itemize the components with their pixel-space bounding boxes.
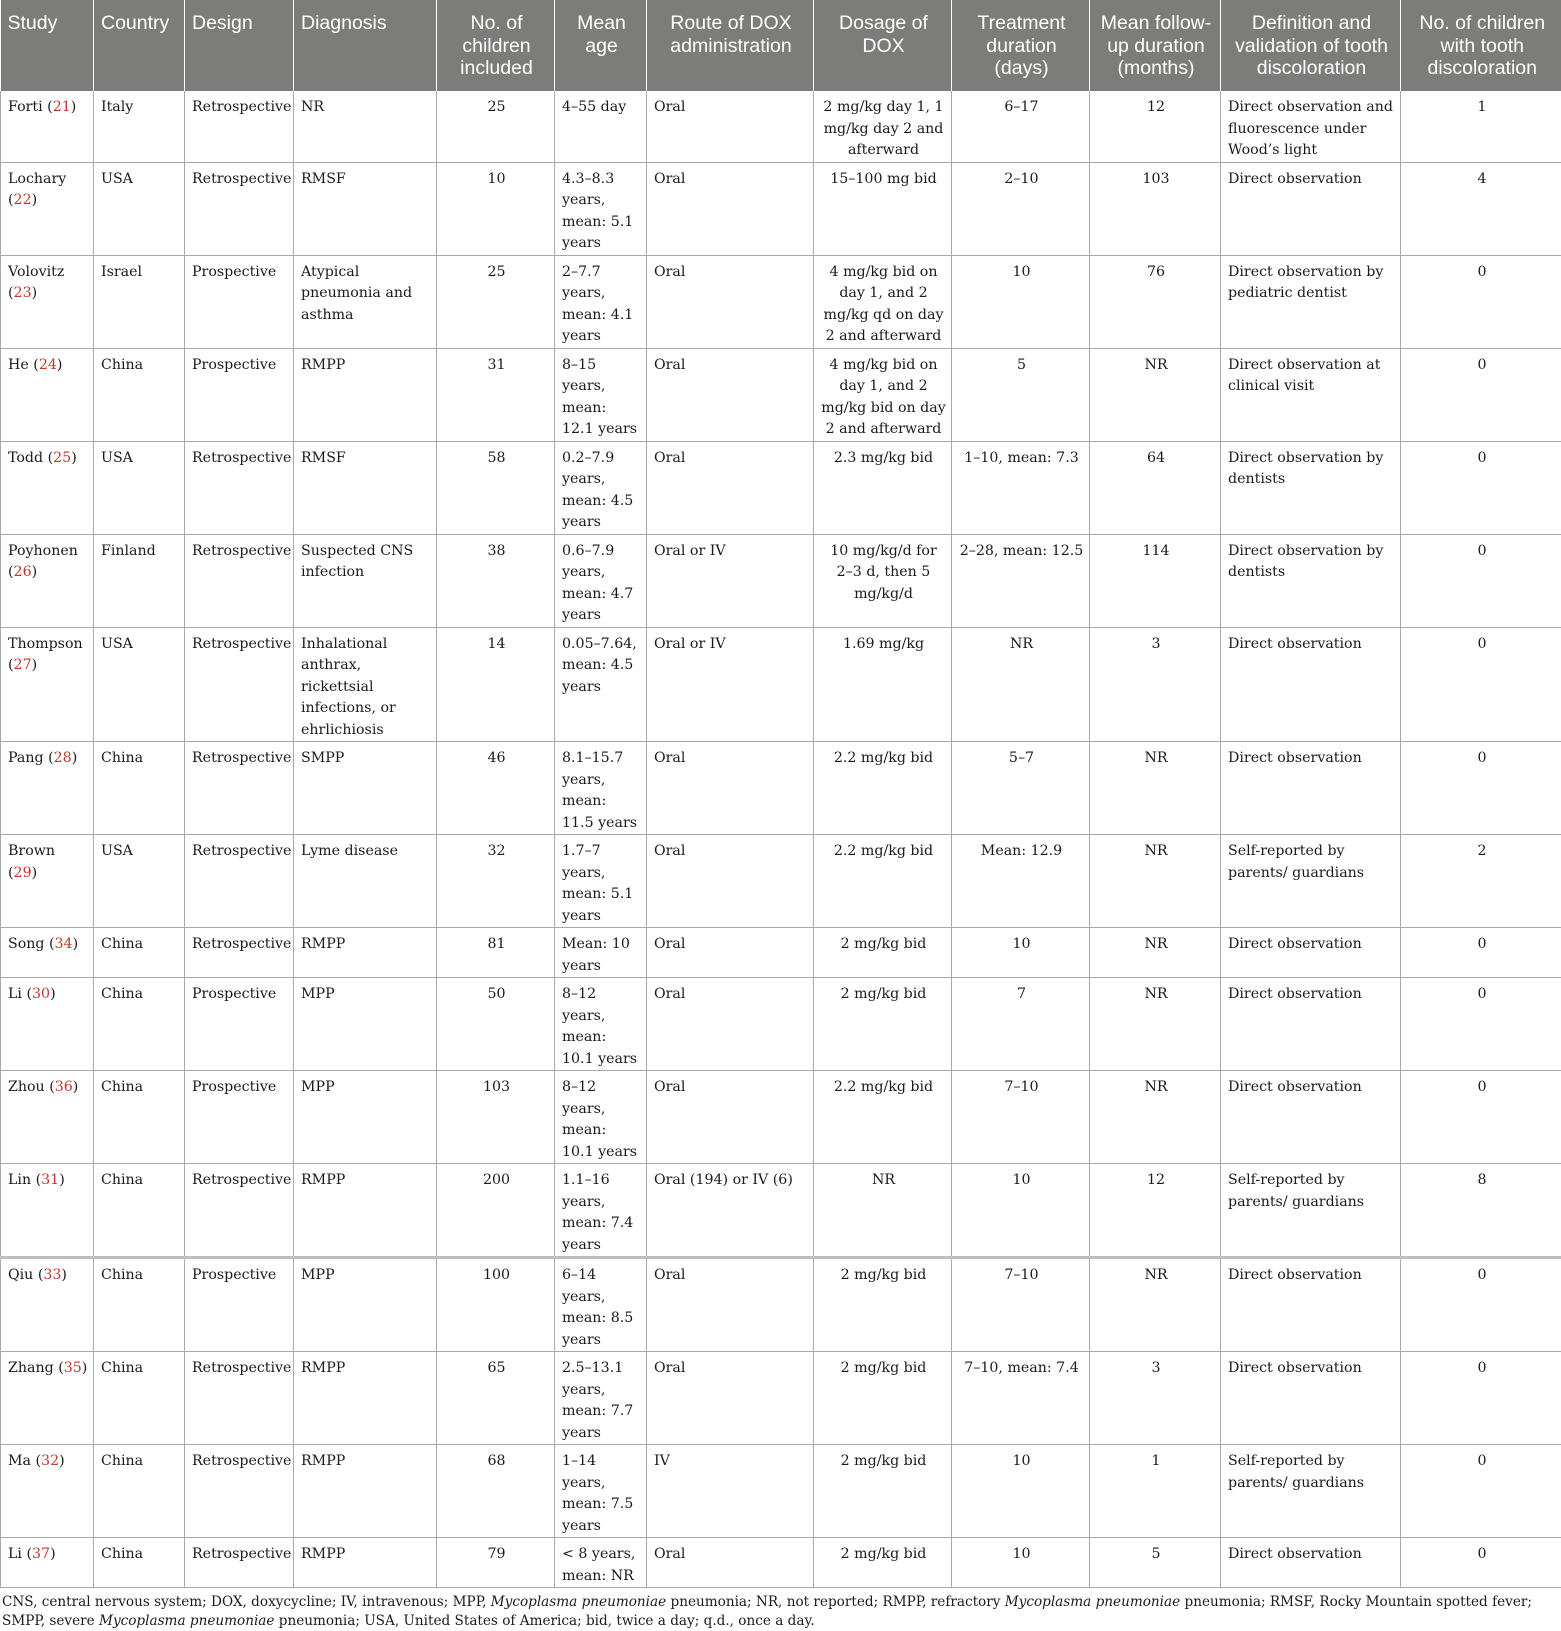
cell-diagnosis: NR bbox=[294, 91, 437, 162]
footnote-italic: Mycoplasma pneumoniae bbox=[491, 1594, 666, 1610]
cell-study: Brown (29) bbox=[1, 835, 94, 928]
cell-country: USA bbox=[94, 162, 185, 255]
cell-treatment-duration: 2–28, mean: 12.5 bbox=[952, 534, 1090, 627]
cell-design: Retrospective bbox=[185, 928, 294, 978]
header-dosage: Dosage of DOX bbox=[814, 0, 952, 91]
reference-link[interactable]: 25 bbox=[53, 450, 71, 466]
header-diagnosis: Diagnosis bbox=[294, 0, 437, 91]
cell-country: China bbox=[94, 978, 185, 1071]
cell-study: Thompson (27) bbox=[1, 627, 94, 742]
header-study: Study bbox=[1, 0, 94, 91]
cell-followup-duration: NR bbox=[1090, 348, 1221, 441]
cell-mean-age: 0.2–7.9 years, mean: 4.5 years bbox=[555, 441, 647, 534]
cell-definition: Direct observation bbox=[1221, 978, 1401, 1071]
header-design: Design bbox=[185, 0, 294, 91]
footnote-italic: Mycoplasma pneumoniae bbox=[99, 1613, 274, 1629]
cell-definition: Direct observation bbox=[1221, 1352, 1401, 1445]
study-author: Song bbox=[8, 936, 44, 952]
table-row bbox=[1, 1445, 1561, 1538]
table-row bbox=[1, 91, 1561, 162]
cell-country: China bbox=[94, 1258, 185, 1352]
cell-tooth-discoloration: 0 bbox=[1401, 1538, 1561, 1588]
cell-followup-duration: NR bbox=[1090, 742, 1221, 835]
cell-tooth-discoloration: 0 bbox=[1401, 928, 1561, 978]
cell-design: Prospective bbox=[185, 1258, 294, 1352]
cell-diagnosis: Suspected CNS infection bbox=[294, 534, 437, 627]
table-row bbox=[1, 928, 1561, 978]
cell-diagnosis: RMPP bbox=[294, 1538, 437, 1588]
study-author: Todd bbox=[8, 450, 43, 466]
table-row bbox=[1, 835, 1561, 928]
reference-link[interactable]: 37 bbox=[32, 1546, 50, 1562]
cell-route: Oral bbox=[647, 255, 814, 348]
table-row bbox=[1, 348, 1561, 441]
cell-route: Oral bbox=[647, 1258, 814, 1352]
cell-children-included: 100 bbox=[437, 1258, 555, 1352]
cell-study: Zhou (36) bbox=[1, 1071, 94, 1164]
reference-link[interactable]: 29 bbox=[14, 865, 32, 881]
cell-study: Zhang (35) bbox=[1, 1352, 94, 1445]
study-author: Volovitz bbox=[8, 264, 64, 280]
cell-design: Prospective bbox=[185, 255, 294, 348]
cell-route: Oral bbox=[647, 1538, 814, 1588]
cell-diagnosis: RMSF bbox=[294, 162, 437, 255]
header-children-included: No. of children included bbox=[437, 0, 555, 91]
footnote-text: CNS, central nervous system; DOX, doxycycline; IV, intravenous; MPP, bbox=[2, 1594, 491, 1610]
cell-diagnosis: RMPP bbox=[294, 348, 437, 441]
cell-design: Retrospective bbox=[185, 742, 294, 835]
reference-link[interactable]: 32 bbox=[41, 1453, 59, 1469]
cell-mean-age: 4.3–8.3 years, mean: 5.1 years bbox=[555, 162, 647, 255]
cell-tooth-discoloration: 0 bbox=[1401, 534, 1561, 627]
cell-followup-duration: 12 bbox=[1090, 91, 1221, 162]
cell-treatment-duration: 10 bbox=[952, 1164, 1090, 1258]
cell-study: Li (30) bbox=[1, 978, 94, 1071]
cell-route: Oral or IV bbox=[647, 627, 814, 742]
reference-link[interactable]: 21 bbox=[53, 99, 71, 115]
reference-link[interactable]: 23 bbox=[14, 285, 32, 301]
cell-followup-duration: NR bbox=[1090, 978, 1221, 1071]
cell-followup-duration: 1 bbox=[1090, 1445, 1221, 1538]
reference-link[interactable]: 35 bbox=[64, 1360, 82, 1376]
cell-treatment-duration: Mean: 12.9 bbox=[952, 835, 1090, 928]
table-footnote bbox=[0, 1588, 1561, 1631]
table-row bbox=[1, 162, 1561, 255]
cell-dosage: NR bbox=[814, 1164, 952, 1258]
cell-children-included: 79 bbox=[437, 1538, 555, 1588]
cell-treatment-duration: 5 bbox=[952, 348, 1090, 441]
cell-definition: Direct observation bbox=[1221, 928, 1401, 978]
cell-country: China bbox=[94, 742, 185, 835]
cell-country: China bbox=[94, 928, 185, 978]
cell-mean-age: 4–55 day bbox=[555, 91, 647, 162]
cell-country: China bbox=[94, 1164, 185, 1258]
table-row bbox=[1, 1164, 1561, 1258]
cell-country: China bbox=[94, 348, 185, 441]
cell-dosage: 2 mg/kg bid bbox=[814, 1538, 952, 1588]
cell-study: Todd (25) bbox=[1, 441, 94, 534]
cell-definition: Direct observation by dentists bbox=[1221, 534, 1401, 627]
study-author: Lochary bbox=[8, 171, 66, 187]
cell-country: China bbox=[94, 1352, 185, 1445]
cell-treatment-duration: 10 bbox=[952, 928, 1090, 978]
header-followup-duration: Mean follow-up duration (months) bbox=[1090, 0, 1221, 91]
cell-tooth-discoloration: 0 bbox=[1401, 1258, 1561, 1352]
cell-children-included: 50 bbox=[437, 978, 555, 1071]
cell-route: Oral bbox=[647, 978, 814, 1071]
cell-treatment-duration: 7–10 bbox=[952, 1071, 1090, 1164]
cell-followup-duration: 3 bbox=[1090, 627, 1221, 742]
cell-mean-age: < 8 years, mean: NR bbox=[555, 1538, 647, 1588]
reference-link[interactable]: 30 bbox=[32, 986, 50, 1002]
cell-diagnosis: RMPP bbox=[294, 1445, 437, 1538]
cell-followup-duration: NR bbox=[1090, 1071, 1221, 1164]
cell-definition: Direct observation bbox=[1221, 627, 1401, 742]
cell-country: China bbox=[94, 1445, 185, 1538]
cell-tooth-discoloration: 0 bbox=[1401, 255, 1561, 348]
study-author: Poyhonen bbox=[8, 543, 78, 559]
cell-diagnosis: Inhalational anthrax, rickettsial infections, or ehrlichiosis bbox=[294, 627, 437, 742]
cell-mean-age: 0.6–7.9 years, mean: 4.7 years bbox=[555, 534, 647, 627]
cell-route: Oral bbox=[647, 928, 814, 978]
cell-children-included: 81 bbox=[437, 928, 555, 978]
cell-tooth-discoloration: 0 bbox=[1401, 441, 1561, 534]
cell-followup-duration: NR bbox=[1090, 928, 1221, 978]
table-row bbox=[1, 1071, 1561, 1164]
study-author: Li bbox=[8, 1546, 22, 1562]
cell-followup-duration: 12 bbox=[1090, 1164, 1221, 1258]
cell-diagnosis: RMPP bbox=[294, 1164, 437, 1258]
footnote-text: pneumonia; RMSF, Rocky Mountain spotted fever; SMPP, severe bbox=[2, 1594, 1532, 1629]
cell-diagnosis: SMPP bbox=[294, 742, 437, 835]
cell-followup-duration: 114 bbox=[1090, 534, 1221, 627]
study-author: Pang bbox=[8, 750, 44, 766]
cell-dosage: 2 mg/kg bid bbox=[814, 1352, 952, 1445]
cell-study: Song (34) bbox=[1, 928, 94, 978]
cell-treatment-duration: 2–10 bbox=[952, 162, 1090, 255]
cell-design: Prospective bbox=[185, 1071, 294, 1164]
cell-tooth-discoloration: 1 bbox=[1401, 91, 1561, 162]
cell-followup-duration: 5 bbox=[1090, 1538, 1221, 1588]
cell-country: USA bbox=[94, 835, 185, 928]
cell-children-included: 65 bbox=[437, 1352, 555, 1445]
reference-link[interactable]: 24 bbox=[39, 357, 57, 373]
study-author: Li bbox=[8, 986, 22, 1002]
cell-route: Oral bbox=[647, 1071, 814, 1164]
cell-diagnosis: Lyme disease bbox=[294, 835, 437, 928]
reference-link[interactable]: 27 bbox=[14, 657, 32, 673]
cell-treatment-duration: 10 bbox=[952, 1445, 1090, 1538]
cell-children-included: 10 bbox=[437, 162, 555, 255]
cell-children-included: 103 bbox=[437, 1071, 555, 1164]
cell-children-included: 38 bbox=[437, 534, 555, 627]
cell-treatment-duration: 7 bbox=[952, 978, 1090, 1071]
cell-route: Oral bbox=[647, 742, 814, 835]
cell-design: Retrospective bbox=[185, 91, 294, 162]
table-row bbox=[1, 255, 1561, 348]
cell-definition: Direct observation bbox=[1221, 1538, 1401, 1588]
header-route: Route of DOX administration bbox=[647, 0, 814, 91]
cell-route: Oral bbox=[647, 441, 814, 534]
cell-mean-age: Mean: 10 years bbox=[555, 928, 647, 978]
cell-dosage: 2 mg/kg bid bbox=[814, 1258, 952, 1352]
cell-route: Oral or IV bbox=[647, 534, 814, 627]
cell-followup-duration: 103 bbox=[1090, 162, 1221, 255]
cell-treatment-duration: 1–10, mean: 7.3 bbox=[952, 441, 1090, 534]
cell-study: Forti (21) bbox=[1, 91, 94, 162]
cell-definition: Direct observation by dentists bbox=[1221, 441, 1401, 534]
study-author: Brown bbox=[8, 843, 55, 859]
table-header bbox=[1, 0, 1561, 91]
study-author: Qiu bbox=[8, 1267, 33, 1283]
cell-tooth-discoloration: 0 bbox=[1401, 348, 1561, 441]
cell-study: Lin (31) bbox=[1, 1164, 94, 1258]
cell-tooth-discoloration: 2 bbox=[1401, 835, 1561, 928]
study-author: Forti bbox=[8, 99, 43, 115]
cell-dosage: 10 mg/kg/d for 2–3 d, then 5 mg/kg/d bbox=[814, 534, 952, 627]
cell-treatment-duration: 6–17 bbox=[952, 91, 1090, 162]
cell-diagnosis: RMPP bbox=[294, 928, 437, 978]
cell-study: Poyhonen (26) bbox=[1, 534, 94, 627]
cell-route: Oral bbox=[647, 91, 814, 162]
cell-diagnosis: MPP bbox=[294, 1071, 437, 1164]
cell-treatment-duration: 7–10 bbox=[952, 1258, 1090, 1352]
cell-tooth-discoloration: 0 bbox=[1401, 978, 1561, 1071]
cell-followup-duration: 76 bbox=[1090, 255, 1221, 348]
cell-route: Oral bbox=[647, 835, 814, 928]
cell-mean-age: 6–14 years, mean: 8.5 years bbox=[555, 1258, 647, 1352]
cell-tooth-discoloration: 0 bbox=[1401, 1352, 1561, 1445]
header-row bbox=[1, 0, 1561, 91]
cell-mean-age: 8–15 years, mean: 12.1 years bbox=[555, 348, 647, 441]
cell-route: IV bbox=[647, 1445, 814, 1538]
reference-link[interactable]: 28 bbox=[54, 750, 72, 766]
footnote-text: pneumonia; NR, not reported; RMPP, refractory bbox=[666, 1594, 1005, 1610]
cell-followup-duration: NR bbox=[1090, 1258, 1221, 1352]
cell-study: Pang (28) bbox=[1, 742, 94, 835]
table-row bbox=[1, 627, 1561, 742]
cell-country: Finland bbox=[94, 534, 185, 627]
cell-design: Retrospective bbox=[185, 627, 294, 742]
cell-tooth-discoloration: 4 bbox=[1401, 162, 1561, 255]
table-body bbox=[1, 91, 1561, 1588]
cell-design: Retrospective bbox=[185, 162, 294, 255]
cell-mean-age: 2–7.7 years, mean: 4.1 years bbox=[555, 255, 647, 348]
header-mean-age: Mean age bbox=[555, 0, 647, 91]
cell-study: Ma (32) bbox=[1, 1445, 94, 1538]
cell-design: Retrospective bbox=[185, 534, 294, 627]
cell-dosage: 15–100 mg bid bbox=[814, 162, 952, 255]
cell-mean-age: 8–12 years, mean: 10.1 years bbox=[555, 978, 647, 1071]
cell-country: USA bbox=[94, 441, 185, 534]
cell-route: Oral bbox=[647, 1352, 814, 1445]
cell-children-included: 14 bbox=[437, 627, 555, 742]
cell-mean-age: 1.7–7 years, mean: 5.1 years bbox=[555, 835, 647, 928]
cell-country: USA bbox=[94, 627, 185, 742]
study-author: Zhou bbox=[8, 1079, 45, 1095]
study-author: Lin bbox=[8, 1172, 31, 1188]
cell-design: Retrospective bbox=[185, 1164, 294, 1258]
study-author: Thompson bbox=[8, 636, 83, 652]
cell-tooth-discoloration: 0 bbox=[1401, 627, 1561, 742]
cell-diagnosis: RMSF bbox=[294, 441, 437, 534]
cell-dosage: 2.2 mg/kg bid bbox=[814, 742, 952, 835]
cell-mean-age: 2.5–13.1 years, mean: 7.7 years bbox=[555, 1352, 647, 1445]
cell-children-included: 200 bbox=[437, 1164, 555, 1258]
cell-followup-duration: NR bbox=[1090, 835, 1221, 928]
cell-design: Retrospective bbox=[185, 1538, 294, 1588]
cell-tooth-discoloration: 0 bbox=[1401, 1071, 1561, 1164]
cell-country: China bbox=[94, 1071, 185, 1164]
cell-study: Volovitz (23) bbox=[1, 255, 94, 348]
cell-study: Lochary (22) bbox=[1, 162, 94, 255]
cell-route: Oral bbox=[647, 162, 814, 255]
cell-tooth-discoloration: 0 bbox=[1401, 1445, 1561, 1538]
cell-mean-age: 1–14 years, mean: 7.5 years bbox=[555, 1445, 647, 1538]
cell-dosage: 2.2 mg/kg bid bbox=[814, 1071, 952, 1164]
reference-link[interactable]: 33 bbox=[43, 1267, 61, 1283]
cell-definition: Direct observation bbox=[1221, 1258, 1401, 1352]
cell-children-included: 32 bbox=[437, 835, 555, 928]
table-row bbox=[1, 742, 1561, 835]
cell-dosage: 2 mg/kg bid bbox=[814, 928, 952, 978]
table-row bbox=[1, 534, 1561, 627]
table-row bbox=[1, 1258, 1561, 1352]
cell-mean-age: 8.1–15.7 years, mean: 11.5 years bbox=[555, 742, 647, 835]
cell-study: He (24) bbox=[1, 348, 94, 441]
cell-treatment-duration: 5–7 bbox=[952, 742, 1090, 835]
cell-definition: Self-reported by parents/ guardians bbox=[1221, 1164, 1401, 1258]
cell-dosage: 2 mg/kg day 1, 1 mg/kg day 2 and afterward bbox=[814, 91, 952, 162]
cell-design: Retrospective bbox=[185, 835, 294, 928]
cell-mean-age: 1.1–16 years, mean: 7.4 years bbox=[555, 1164, 647, 1258]
cell-route: Oral (194) or IV (6) bbox=[647, 1164, 814, 1258]
cell-treatment-duration: NR bbox=[952, 627, 1090, 742]
cell-definition: Self-reported by parents/ guardians bbox=[1221, 835, 1401, 928]
reference-link[interactable]: 36 bbox=[55, 1079, 73, 1095]
cell-design: Retrospective bbox=[185, 1445, 294, 1538]
cell-diagnosis: RMPP bbox=[294, 1352, 437, 1445]
table-row bbox=[1, 1352, 1561, 1445]
cell-definition: Direct observation bbox=[1221, 1071, 1401, 1164]
cell-diagnosis: MPP bbox=[294, 978, 437, 1071]
cell-followup-duration: 64 bbox=[1090, 441, 1221, 534]
cell-dosage: 2.2 mg/kg bid bbox=[814, 835, 952, 928]
cell-treatment-duration: 10 bbox=[952, 255, 1090, 348]
cell-dosage: 4 mg/kg bid on day 1, and 2 mg/kg bid on day 2 and afterward bbox=[814, 348, 952, 441]
cell-treatment-duration: 10 bbox=[952, 1538, 1090, 1588]
cell-children-included: 31 bbox=[437, 348, 555, 441]
cell-definition: Direct observation at clinical visit bbox=[1221, 348, 1401, 441]
cell-dosage: 2 mg/kg bid bbox=[814, 1445, 952, 1538]
study-author: Ma bbox=[8, 1453, 31, 1469]
cell-children-included: 25 bbox=[437, 91, 555, 162]
reference-link[interactable]: 31 bbox=[41, 1172, 59, 1188]
cell-country: Israel bbox=[94, 255, 185, 348]
cell-definition: Direct observation and fluorescence under Wood’s light bbox=[1221, 91, 1401, 162]
cell-treatment-duration: 7–10, mean: 7.4 bbox=[952, 1352, 1090, 1445]
cell-design: Prospective bbox=[185, 978, 294, 1071]
cell-dosage: 1.69 mg/kg bbox=[814, 627, 952, 742]
cell-design: Prospective bbox=[185, 348, 294, 441]
cell-study: Li (37) bbox=[1, 1538, 94, 1588]
cell-definition: Self-reported by parents/ guardians bbox=[1221, 1445, 1401, 1538]
cell-dosage: 4 mg/kg bid on day 1, and 2 mg/kg qd on day 2 and afterward bbox=[814, 255, 952, 348]
cell-tooth-discoloration: 8 bbox=[1401, 1164, 1561, 1258]
reference-link[interactable]: 26 bbox=[14, 564, 32, 580]
cell-mean-age: 0.05–7.64, mean: 4.5 years bbox=[555, 627, 647, 742]
cell-design: Retrospective bbox=[185, 1352, 294, 1445]
header-tooth-discoloration: No. of children with tooth discoloration bbox=[1401, 0, 1561, 91]
header-definition: Definition and validation of tooth discoloration bbox=[1221, 0, 1401, 91]
header-treatment-duration: Treatment duration (days) bbox=[952, 0, 1090, 91]
table-row bbox=[1, 978, 1561, 1071]
cell-study: Qiu (33) bbox=[1, 1258, 94, 1352]
cell-definition: Direct observation bbox=[1221, 742, 1401, 835]
cell-children-included: 46 bbox=[437, 742, 555, 835]
cell-dosage: 2 mg/kg bid bbox=[814, 978, 952, 1071]
cell-children-included: 68 bbox=[437, 1445, 555, 1538]
study-author: He bbox=[8, 357, 29, 373]
footnote-italic: Mycoplasma pneumoniae bbox=[1005, 1594, 1180, 1610]
cell-children-included: 58 bbox=[437, 441, 555, 534]
cell-diagnosis: MPP bbox=[294, 1258, 437, 1352]
cell-dosage: 2.3 mg/kg bid bbox=[814, 441, 952, 534]
cell-design: Retrospective bbox=[185, 441, 294, 534]
reference-link[interactable]: 34 bbox=[55, 936, 73, 952]
table-row bbox=[1, 1538, 1561, 1588]
cell-country: China bbox=[94, 1538, 185, 1588]
cell-children-included: 25 bbox=[437, 255, 555, 348]
cell-route: Oral bbox=[647, 348, 814, 441]
cell-country: Italy bbox=[94, 91, 185, 162]
cell-diagnosis: Atypical pneumonia and asthma bbox=[294, 255, 437, 348]
cell-definition: Direct observation bbox=[1221, 162, 1401, 255]
cell-tooth-discoloration: 0 bbox=[1401, 742, 1561, 835]
cell-mean-age: 8–12 years, mean: 10.1 years bbox=[555, 1071, 647, 1164]
cell-followup-duration: 3 bbox=[1090, 1352, 1221, 1445]
table-row bbox=[1, 441, 1561, 534]
study-author: Zhang bbox=[8, 1360, 54, 1376]
cell-definition: Direct observation by pediatric dentist bbox=[1221, 255, 1401, 348]
footnote-text: pneumonia; USA, United States of America; bid, twice a day; q.d., once a day. bbox=[274, 1613, 814, 1629]
header-country: Country bbox=[94, 0, 185, 91]
reference-link[interactable]: 22 bbox=[14, 192, 32, 208]
